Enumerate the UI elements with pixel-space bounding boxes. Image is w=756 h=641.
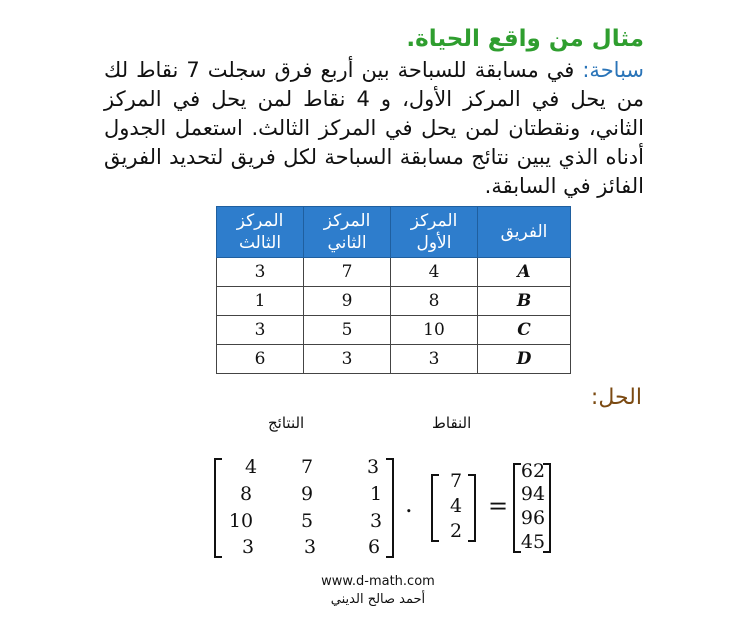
- table-cell: 10: [391, 316, 478, 345]
- matrix-cell: 9: [300, 483, 314, 505]
- matrix-cell: 5: [300, 510, 314, 532]
- scores-table: [216, 206, 571, 374]
- header-team: الفريق: [478, 207, 571, 258]
- results-label: النتائج: [268, 414, 305, 432]
- table-cell: 3: [217, 258, 304, 287]
- team-cell: B: [478, 287, 571, 316]
- matrix-cell: 10: [228, 510, 254, 532]
- table-cell: 3: [217, 316, 304, 345]
- table-cell: 3: [304, 345, 391, 374]
- table-cell: 1: [217, 287, 304, 316]
- vector-cell: 45: [520, 531, 546, 553]
- team-cell: D: [478, 345, 571, 374]
- vector-cell: 4: [449, 495, 463, 517]
- team-cell: C: [478, 316, 571, 345]
- matrix-cell: 1: [369, 483, 383, 505]
- table-cell: 9: [304, 287, 391, 316]
- table-row: [217, 345, 571, 374]
- footer-author: أحمد صالح الديني: [330, 592, 426, 607]
- team-cell: A: [478, 258, 571, 287]
- matrix-cell: 3: [366, 456, 380, 478]
- example-title: مثال من واقع الحياة.: [406, 26, 644, 52]
- problem-text: في مسابقة للسباحة بين أربع فرق سجلت 7 نقاط لك من يحل في المركز الأول، و 4 نقاط لمن يحل في المركز الثاني، ونقطتان لمن يحل في المركز الثالث. استعمل الجدول أدناه الذي يبين نتائج مسابقة السباحة لكل فريق لتحديد الفريق الفائز في السابقة.: [104, 58, 644, 198]
- table-cell: 8: [391, 287, 478, 316]
- vector-cell: 96: [520, 507, 546, 529]
- matrix-cell: 3: [241, 536, 255, 558]
- left-bracket-icon: [214, 458, 222, 558]
- solution-label: الحل:: [590, 385, 642, 410]
- table-cell: 4: [391, 258, 478, 287]
- vector-cell: 2: [449, 520, 463, 542]
- matrix-cell: 3: [369, 510, 383, 532]
- matrix-cell: 4: [244, 456, 258, 478]
- table-row: [217, 316, 571, 345]
- equals-operator: =: [488, 492, 509, 520]
- matrix-cell: 7: [300, 456, 314, 478]
- table-cell: 3: [391, 345, 478, 374]
- matrix-cell: 8: [239, 483, 253, 505]
- header-third-place: المركز الثالث: [217, 207, 304, 258]
- points-label: النقاط: [432, 414, 472, 432]
- vector-cell: 7: [449, 470, 463, 492]
- table-header-row: [217, 207, 571, 258]
- problem-statement: [104, 56, 644, 201]
- matrix-cell: 3: [303, 536, 317, 558]
- table-row: [217, 287, 571, 316]
- vector-cell: 94: [520, 483, 546, 505]
- table-cell: 5: [304, 316, 391, 345]
- header-second-place: المركز الثاني: [304, 207, 391, 258]
- vector-cell: 62: [520, 460, 546, 482]
- problem-keyword: سباحة:: [582, 58, 645, 82]
- table-row: [217, 258, 571, 287]
- matrix-cell: 6: [367, 536, 381, 558]
- table-cell: 6: [217, 345, 304, 374]
- footer-url: www.d-math.com: [321, 574, 435, 589]
- header-first-place: المركز الأول: [391, 207, 478, 258]
- table-cell: 7: [304, 258, 391, 287]
- dot-operator: .: [405, 490, 413, 518]
